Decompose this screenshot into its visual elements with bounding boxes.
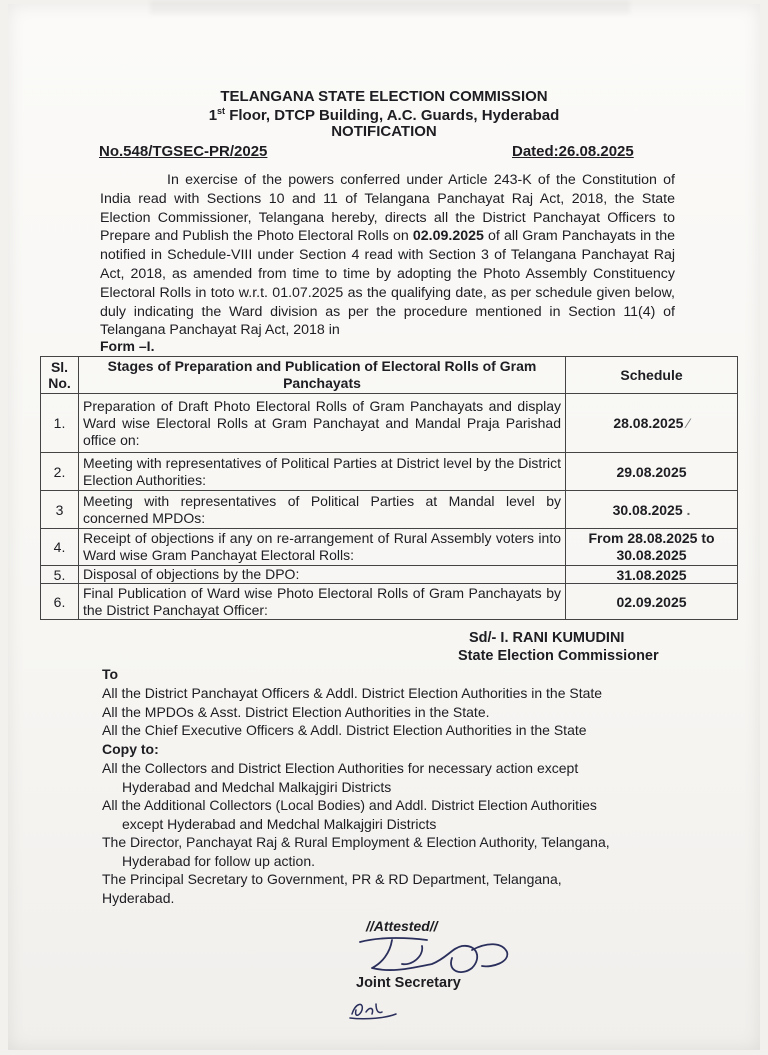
to-item: All the MPDOs & Asst. District Election Authorities in the State.	[102, 704, 490, 720]
copy-item: All the Collectors and District Election Authorities for necessary action except Hyderabad and Medchal Malkajgiri Districts	[102, 760, 579, 795]
table-row: 5. Disposal of objections by the DPO: 31.08.2025	[41, 566, 738, 584]
initials-scribble	[346, 996, 406, 1022]
signatory-name: Sd/- I. RANI KUMUDINI	[469, 630, 625, 646]
reference-number: No.548/TGSEC-PR/2025	[99, 143, 268, 160]
org-title: TELANGANA STATE ELECTION COMMISSION	[220, 88, 548, 105]
to-item: All the Chief Executive Officers & Addl. District Election Authorities in the State	[102, 722, 587, 738]
org-address: 1st Floor, DTCP Building, A.C. Guards, Hyderabad	[208, 106, 560, 124]
table-row: 3 Meeting with representatives of Political Parties at Mandal level by concerned MPDOs: 30.08.2025 .	[41, 491, 738, 529]
bleed-through-shadow	[150, 0, 630, 14]
copy-item: The Principal Secretary to Government, PR & RD Department, Telangana, Hyderabad.	[102, 871, 562, 906]
header-schedule: Schedule	[566, 357, 738, 394]
schedule-table	[40, 356, 738, 620]
table-row: 2. Meeting with representatives of Political Parties at District level by the District Election Authorities: 29.08.2025	[41, 453, 738, 491]
header-stages: Stages of Preparation and Publication of Electoral Rolls of Gram Panchayats	[79, 357, 566, 394]
table-row: 1. Preparation of Draft Photo Electoral Rolls of Gram Panchayats and display Ward wise Electoral Rolls at Gram Panchayat and Mandal Praja Parishad office on: 28.08.2025 ⁄	[41, 394, 738, 453]
copy-item: The Director, Panchayat Raj & Rural Employment & Election Authority, Telangana, Hyderabad for follow up action.	[102, 834, 610, 869]
copy-to-label: Copy to:	[102, 741, 159, 757]
to-label: To	[102, 666, 119, 682]
table-header-row	[41, 357, 738, 394]
table-row: 4. Receipt of objections if any on re-arrangement of Rural Assembly voters into Ward wise Gram Panchayat Electoral Rolls: From 28.08.2025 to 30.08.2025	[41, 529, 738, 566]
signatory-title: State Election Commissioner	[458, 648, 659, 664]
body-paragraph: In exercise of the powers conferred under Article 243-K of the Constitution of India read with Sections 10 and 11 of Telangana Panchayat Raj Act, 2018, the State Election Commissioner, Telangana hereby, directs all the District Panchayat Officers to Prepare and Publish the Photo Electoral Rolls on 02.09.2025 of all Gram Panchayats in the notified in Schedule-VIII under Section 4 read with Section 3 of Telangana Panchayat Raj Act, 2018, as amended from time to time by adopting the Photo Assembly Constituency Electoral Rolls in toto w.r.t. 01.07.2025 as the qualifying date, as per schedule given below, duly indicating the Ward division as per the procedure mentioned in Section 11(4) of Telangana Panchayat Raj Act, 2018 in	[100, 172, 675, 339]
attested-stamp: //Attested//	[366, 918, 438, 934]
table-row: 6. Final Publication of Ward wise Photo Electoral Rolls of Gram Panchayats by the District Panchayat Officer: 02.09.2025	[41, 584, 738, 620]
joint-secretary-label: Joint Secretary	[356, 975, 461, 991]
document-date: Dated:26.08.2025	[512, 143, 634, 160]
doc-type: NOTIFICATION	[331, 123, 437, 140]
copy-item: All the Additional Collectors (Local Bodies) and Addl. District Election Authorities except Hyderabad and Medchal Malkajgiri Districts	[102, 797, 597, 832]
to-item: All the District Panchayat Officers & Addl. District Election Authorities in the State	[102, 685, 603, 701]
header-sl-no: Sl. No.	[41, 357, 79, 394]
form-label: Form –I.	[100, 338, 155, 354]
